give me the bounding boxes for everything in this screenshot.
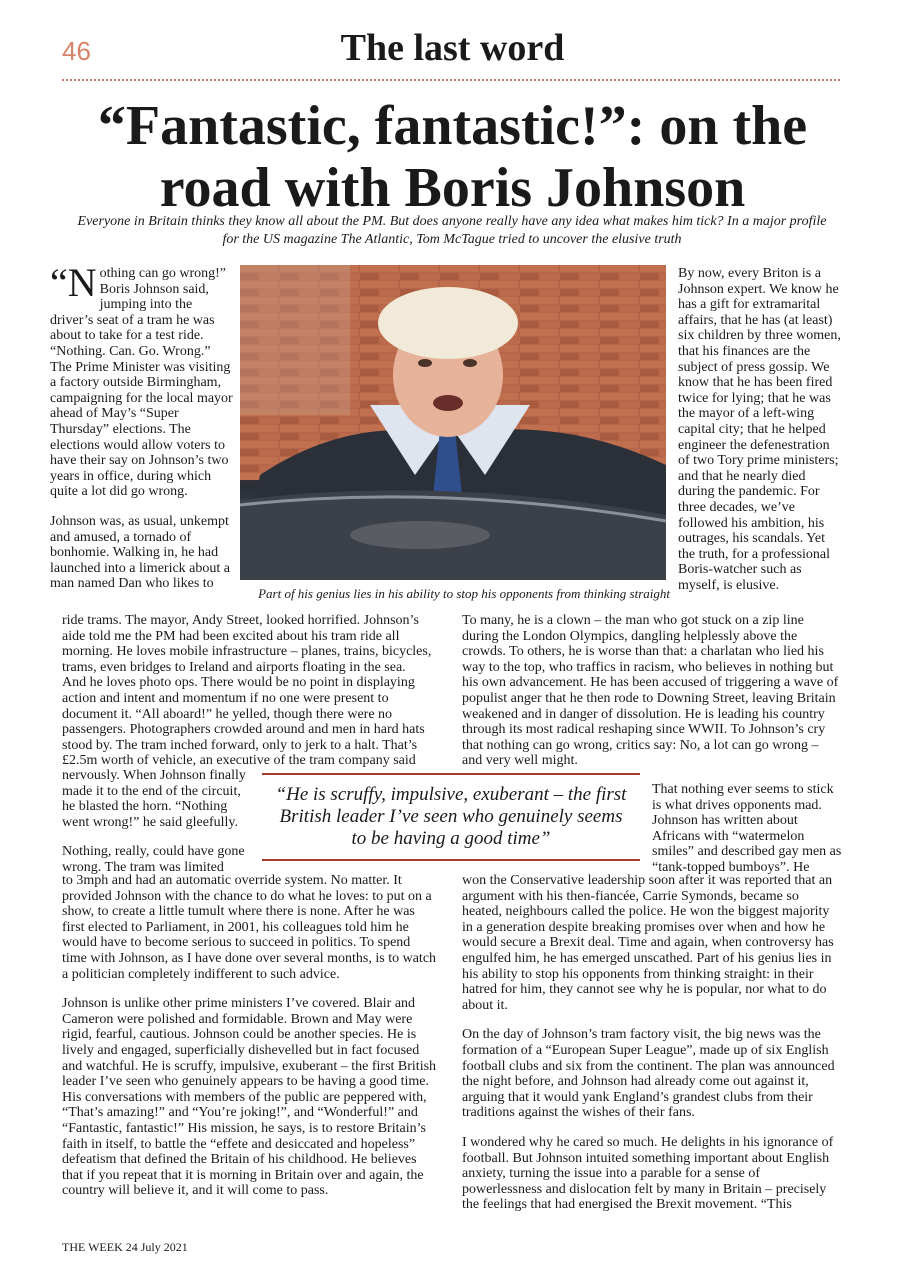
paragraph-nothing-went-wrong: nervously. When Johnson finally made it to the end of the circuit, he blasted the horn. “Nothing went wrong!” he said gleefully. — [62, 768, 246, 830]
paragraph-could-have-gone-wrong: Nothing, really, could have gone wrong. The tram was limited — [62, 844, 245, 875]
column-b-short — [652, 782, 842, 876]
footer-publication: THE WEEK — [62, 1240, 123, 1254]
article-photo — [240, 265, 666, 580]
photo-caption: Part of his genius lies in his ability to stop his opponents from thinking straight — [258, 586, 670, 601]
drop-cap: “N — [50, 260, 97, 305]
column-a-rest — [62, 873, 438, 1213]
paragraph-bonhomie: Johnson was, as usual, unkempt and amused, a tornado of bonhomie. Walking in, he had launched into a limerick about a man named Dan who likes to — [50, 513, 230, 592]
column-a-continued — [62, 613, 432, 769]
column-b-top — [462, 613, 842, 769]
paragraph-why-he-cared: I wondered why he cared so much. He delights in his ignorance of football. But Johnson intuited something important about English anxiety, turning the issue into a parable for a sense of powerlessness and dislocation felt by many in Britain – precisely the feelings that had energised the Brexit movement. “This — [462, 1134, 834, 1213]
column-b-rest — [462, 873, 842, 1227]
column-left-intro — [50, 260, 234, 606]
paragraph-nothing-sticks: That nothing ever seems to stick is what drives opponents mad. Johnson has written about Africans with “watermelon smiles” and described gay men as “tank-topped bumboys”. He — [652, 782, 842, 875]
article-standfirst: Everyone in Britain thinks they know all about the PM. But does anyone really have any idea what makes him tick? In a major profile for the US magazine The Atlantic, Tom McTague tried to uncover the elusive truth — [77, 214, 827, 247]
paragraph-show-tumult: to 3mph and had an automatic override system. No matter. It provided Johnson with the chance to do what he loves: to put on a show, to create a little tumult where there is none. After he was first elected to Parliament, in 2001, his colleagues told him he would have to become serious to succeed in politics. To spend time with Johnson, as I have done over several months, is to watch a politician completely indifferent to such advice. — [62, 873, 437, 982]
paragraph-tram-ride: ride trams. The mayor, Andy Street, looked horrified. Johnson’s aide told me the PM had been excited about his tram ride all morning. He loves mobile infrastructure – planes, trains, bicycles, trams, even bridges to Ireland and airports floating in the sea. And he loves photo ops. There would be no point in displaying action and intent and momentum if no one were present to document it. “All aboard!” he yelled, though there were no passengers. Photographers crowded around and men in hard hats stood by. The tram inched forward, only to jerk to a halt. That’s £2.5m worth of vehicle, an executive of the tram company said — [62, 613, 432, 769]
paragraph-super-league: On the day of Johnson’s tram factory visit, the big news was the formation of a “European Super League”, made up of six English football clubs and six from the continent. The plan was announced the night before, and Johnson had already come out against it, arguing that it would yank England’s grandest clubs from their traditions against the wishes of their fans. — [462, 1027, 835, 1121]
footer — [62, 1240, 188, 1255]
paragraph-other-prime-ministers: Johnson is unlike other prime ministers I’ve covered. Blair and Cameron were polished and formidable. Brown and May were rigid, fearful, cautious. Johnson could be another species. He is lively and engaged, superficially dishevelled but in fact focused and watchful. He is scruffy, impulsive, exuberant – the first British leader I’ve seen who genuinely appears to be having a good time. His conversations with members of the public are peppered with, “That’s amazing!” and “You’re joking!”, and “Wonderful!” and “Fantastic, fantastic!” His mission, he says, is to restore Britain’s faith in itself, to battle the “effete and desiccated and hopeless” defeatism that defined the Britain of his childhood. He believes that if you repeat that it is morning in Britain over and again, the country will believe it, and it will come to pass. — [62, 996, 437, 1199]
pull-quote — [262, 773, 640, 861]
paragraph-leadership: won the Conservative leadership soon after it was reported that an argument with his then-fiancée, Carrie Symonds, became so heated, neighbours called the police. He won the biggest majority in a generation despite breaking promises over when and how he would secure a Brexit deal. Time and again, when controversy has engulfed him, he has emerged unscathed. Part of his genius lies in his ability to stop his opponents from thinking straight: in their hatred for him, they cannot see why he is popular, nor what to do about it. — [462, 873, 834, 1013]
column-right-intro — [678, 266, 843, 607]
pull-quote-text: “He is scruffy, impulsive, exuberant – the first British leader I’ve seen who genuinely seems to be having a good time” — [275, 784, 627, 849]
page-number: 46 — [62, 36, 91, 66]
paragraph-clown: To many, he is a clown – the man who got stuck on a zip line during the London Olympics, dangling helplessly above the crowds. To others, he is worse than that: a charlatan who lied his way to the top, who traffics in racism, who believes in nothing but his own advancement. He has been accused of triggering a wave of populist anger that he then rode to Downing Street, leaving Britain weakened and in danger of dissolution. He is leading his country through its most radical reshaping since WWII. To Johnson’s cry that nothing can go wrong, critics say: No, a lot can go wrong – and very well might. — [462, 613, 839, 769]
header-divider — [62, 79, 840, 81]
footer-date: 24 July 2021 — [125, 1240, 188, 1254]
column-a-short — [62, 768, 252, 876]
intro-paragraph: othing can go wrong!” Boris Johnson said, jumping into the driver’s seat of a tram he was about to take for a test ride. “Nothing. Can. Go. Wrong.” The Prime Minister was visiting a factory outside Birmingham, campaigning for the local mayor ahead of May’s “Super Thursday” elections. The elections would allow voters to have their say on Johnson’s two years in office, during which quite a lot did go wrong. — [50, 266, 233, 500]
article-headline: “Fantastic, fantastic!”: on the road with Boris Johnson — [97, 95, 808, 219]
section-title: The last word — [340, 27, 565, 69]
paragraph-johnson-expert: By now, every Briton is a Johnson expert. We know he has a gift for extramarital affairs, that he has (at least) six children by three women, that his finances are the subject of press gossip. We know that he has been fired twice for lying; that he was the mayor of a left-wing capital city; that he helped engineer the defenestration of two Tory prime ministers; and that he nearly died during the pandemic. For three decades, we’ve followed his ambition, his outrages, his scandals. Yet the truth, for a professional Boris-watcher such as myself, is elusive. — [678, 266, 841, 593]
